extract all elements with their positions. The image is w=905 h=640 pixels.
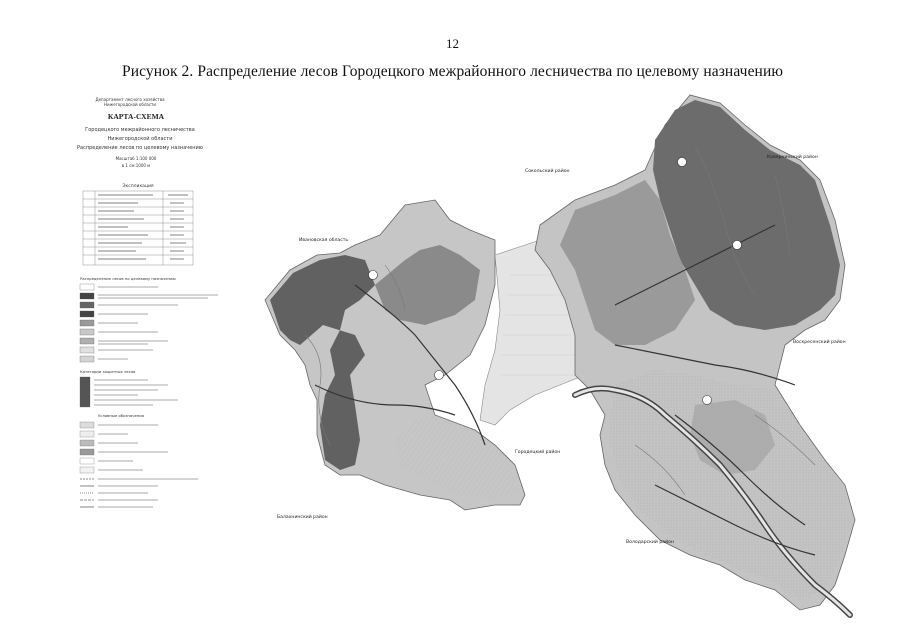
legend-map-title: КАРТА-СХЕМА	[107, 112, 165, 121]
label-region-ne: Ковернинский район	[767, 155, 818, 160]
legend-header-line2: Нижегородской области	[104, 102, 156, 107]
label-region-se: Володарский район	[626, 540, 674, 545]
label-region-e: Воскресенский район	[793, 340, 846, 345]
legend-scale2: в 1 см 1000 м	[121, 163, 151, 168]
legend-header-line1: Департамент лесного хозяйства	[95, 97, 165, 102]
legend-section-symbols: Условные обозначения	[98, 413, 145, 418]
legend-subtitle3: Распределение лесов по целевому назначению	[76, 145, 204, 151]
figure-caption: Рисунок 2. Распределение лесов Городецкого межрайонного лесничества по целевому назначению	[121, 63, 784, 80]
legend-subtitle2: Нижегородской области	[107, 136, 173, 142]
legend-section-protective: Категории защитных лесов	[80, 369, 136, 374]
label-region-n: Сокольский район	[525, 169, 570, 174]
legend-scale1: Масштаб 1:100 000	[115, 156, 157, 161]
label-region-nw: Ивановская область	[299, 238, 349, 243]
legend-section-purpose: Распределение лесов по целевому назначению	[80, 276, 176, 281]
label-region-sw: Балахнинский район	[277, 515, 328, 520]
legend-subtitle1: Городецкого межрайонного лесничества	[85, 127, 195, 133]
forest-map	[55, 85, 900, 630]
page-number: 12	[446, 36, 459, 51]
label-region-center: Городецкий район	[515, 450, 561, 455]
legend-explication-title: Экспликация	[122, 184, 154, 189]
